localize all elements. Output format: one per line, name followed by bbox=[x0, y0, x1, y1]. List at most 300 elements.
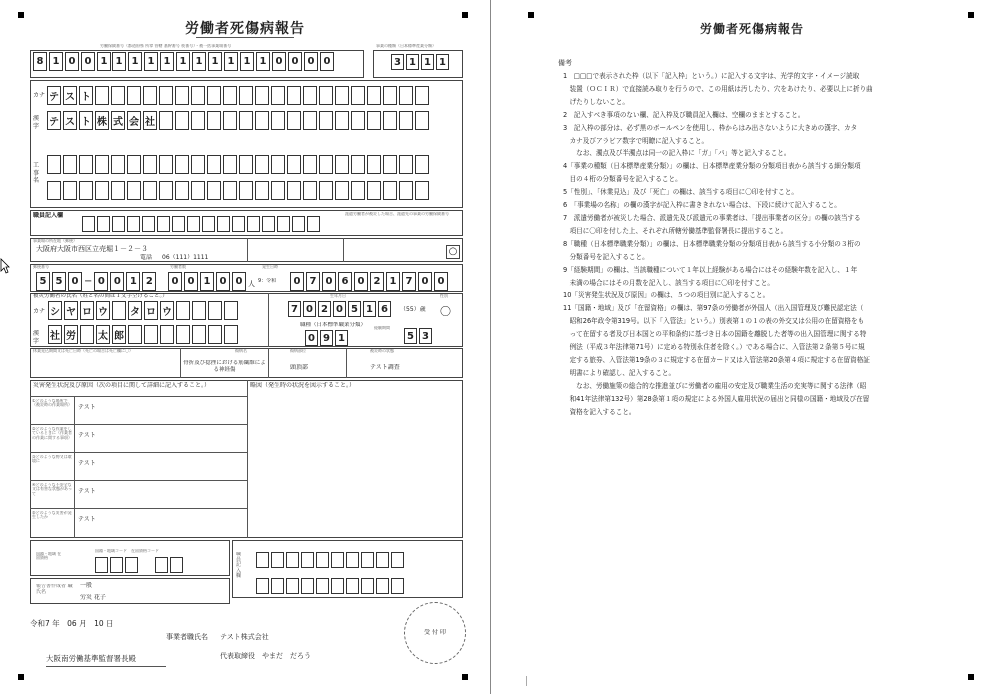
char-cell[interactable] bbox=[112, 301, 126, 320]
char-cell[interactable] bbox=[271, 111, 285, 130]
workers-unit: 人 bbox=[248, 280, 255, 288]
workers-label: 労働者数 bbox=[170, 265, 186, 269]
code-cell[interactable]: 1 bbox=[176, 52, 190, 71]
code-cell[interactable]: 2 bbox=[318, 301, 331, 317]
char-cell[interactable] bbox=[111, 181, 125, 200]
char-cell[interactable] bbox=[207, 155, 221, 174]
char-cell[interactable]: ウ bbox=[160, 301, 174, 320]
code-cell[interactable]: 6 bbox=[338, 272, 352, 291]
char-cell[interactable] bbox=[415, 111, 429, 130]
foreign-label: 国籍・地域 在留資格 bbox=[36, 552, 62, 561]
reception-stamp bbox=[404, 602, 466, 664]
char-cell[interactable] bbox=[301, 578, 314, 594]
notes-list bbox=[563, 70, 973, 418]
char-cell[interactable] bbox=[351, 155, 365, 174]
char-cell[interactable] bbox=[223, 111, 237, 130]
industry-code bbox=[391, 54, 449, 70]
char-cell[interactable] bbox=[367, 86, 381, 105]
code-cell[interactable]: 0 bbox=[434, 272, 448, 291]
code-cell[interactable]: 0 bbox=[333, 301, 346, 317]
char-cell[interactable] bbox=[159, 155, 173, 174]
code-cell[interactable]: 1 bbox=[192, 52, 206, 71]
char-cell[interactable] bbox=[271, 552, 284, 568]
char-cell[interactable] bbox=[335, 181, 349, 200]
char-cell[interactable] bbox=[255, 155, 269, 174]
code-cell[interactable]: 1 bbox=[256, 52, 270, 71]
char-cell[interactable] bbox=[239, 86, 253, 105]
notes-title: 労働者死傷病報告 bbox=[700, 22, 805, 36]
char-cell[interactable] bbox=[399, 86, 413, 105]
code-cell[interactable]: 5 bbox=[404, 328, 417, 344]
char-cell[interactable] bbox=[415, 155, 429, 174]
char-cell[interactable] bbox=[319, 111, 333, 130]
char-cell[interactable] bbox=[175, 181, 189, 200]
postal-label: 郵便番号 bbox=[33, 265, 49, 269]
char-cell[interactable] bbox=[202, 216, 215, 232]
char-cell[interactable] bbox=[319, 86, 333, 105]
char-cell[interactable] bbox=[255, 86, 269, 105]
note-line: 例法（平成３年法律第71号）に定める特別永住者を除く。）である場合に、入管法第２条第５号に規 bbox=[563, 343, 865, 352]
divider bbox=[30, 424, 247, 425]
char-cell[interactable] bbox=[383, 155, 397, 174]
code-cell[interactable]: 0 bbox=[168, 272, 182, 291]
code-cell[interactable]: 0 bbox=[290, 272, 304, 291]
char-cell[interactable] bbox=[247, 216, 260, 232]
note-line: げたりしないこと。 bbox=[563, 97, 629, 106]
code-cell[interactable]: 1 bbox=[406, 54, 419, 70]
code-cell[interactable]: 1 bbox=[386, 272, 400, 291]
registration-mark bbox=[968, 674, 974, 680]
char-cell[interactable] bbox=[287, 181, 301, 200]
date-label: 発生日時 bbox=[262, 265, 278, 269]
char-cell[interactable]: ロ bbox=[80, 301, 94, 320]
char-cell[interactable] bbox=[127, 216, 140, 232]
code-cell[interactable]: 2 bbox=[370, 272, 384, 291]
char-cell[interactable]: シ bbox=[48, 301, 62, 320]
code-cell[interactable]: 1 bbox=[436, 54, 449, 70]
char-cell[interactable] bbox=[187, 216, 200, 232]
code-cell[interactable]: 1 bbox=[240, 52, 254, 71]
char-cell[interactable] bbox=[262, 216, 275, 232]
char-cell[interactable] bbox=[97, 216, 110, 232]
divider bbox=[180, 348, 181, 378]
char-cell[interactable] bbox=[112, 216, 125, 232]
code-cell[interactable]: 7 bbox=[288, 301, 301, 317]
char-cell[interactable] bbox=[144, 325, 158, 344]
char-cell[interactable] bbox=[256, 578, 269, 594]
code-cell[interactable]: 1 bbox=[160, 52, 174, 71]
question-2: ②どのような作業をしているときに（作業者の作業に関する事項） bbox=[32, 427, 72, 440]
char-cell[interactable] bbox=[287, 155, 301, 174]
code-cell[interactable]: 5 bbox=[36, 272, 50, 291]
report-date[interactable]: 令和7 年 06 月 10 日 bbox=[30, 619, 114, 628]
char-cell[interactable] bbox=[217, 216, 230, 232]
char-cell[interactable] bbox=[319, 181, 333, 200]
char-cell[interactable] bbox=[159, 86, 173, 105]
char-cell[interactable] bbox=[128, 325, 142, 344]
char-cell[interactable]: 太 bbox=[96, 325, 110, 344]
char-cell[interactable] bbox=[361, 552, 374, 568]
char-cell[interactable] bbox=[79, 155, 93, 174]
situation-label: 災害発生状況及び原因（次の項目に関して詳細に記入すること。） bbox=[33, 382, 211, 389]
char-cell[interactable] bbox=[335, 155, 349, 174]
note-line: 目の４桁の分類番号を記入すること。 bbox=[563, 175, 682, 184]
char-cell[interactable] bbox=[255, 111, 269, 130]
char-cell[interactable] bbox=[127, 181, 141, 200]
char-cell[interactable] bbox=[95, 181, 109, 200]
char-cell[interactable]: 社 bbox=[48, 325, 62, 344]
char-cell[interactable] bbox=[303, 181, 317, 200]
char-cell[interactable] bbox=[157, 216, 170, 232]
company-kana bbox=[47, 86, 429, 105]
char-cell[interactable] bbox=[335, 86, 349, 105]
note-line: 7 派遣労働者が被災した場合、派遣先及び派遣元の事業者は、「提出事業者の区分」の欄の該当する bbox=[563, 213, 861, 222]
char-cell[interactable] bbox=[415, 86, 429, 105]
code-cell[interactable]: 5 bbox=[348, 301, 361, 317]
char-cell[interactable] bbox=[383, 86, 397, 105]
stamp-label: 受 付 印 bbox=[424, 629, 446, 637]
code-cell[interactable]: 0 bbox=[320, 52, 334, 71]
code-cell[interactable]: 0 bbox=[184, 272, 198, 291]
note-line: なお、濁点及び半濁点は同一の記入枠に「ガ」「パ」等と記入すること。 bbox=[563, 149, 791, 158]
char-cell[interactable]: テ bbox=[47, 86, 61, 105]
char-cell[interactable] bbox=[175, 111, 189, 130]
char-cell[interactable] bbox=[143, 155, 157, 174]
injury-value[interactable]: 骨折及び捻挫における筋繊維による神経傷 bbox=[183, 360, 266, 373]
note-line: 11「国籍・地域」及び「在留資格」の欄は、第97条の労働者が外国人（出入国管理及び難民認定法（ bbox=[563, 304, 864, 313]
answer-3[interactable]: テスト bbox=[78, 460, 96, 467]
staff-entry-label: 職員記入欄 bbox=[33, 212, 64, 219]
char-cell[interactable] bbox=[223, 181, 237, 200]
code-cell[interactable]: 1 bbox=[208, 52, 222, 71]
sex-mark[interactable]: 〇 bbox=[440, 305, 451, 318]
char-cell[interactable] bbox=[79, 181, 93, 200]
code-cell[interactable]: 9 bbox=[320, 330, 333, 346]
company-kanji bbox=[47, 111, 429, 130]
char-cell[interactable]: ス bbox=[63, 86, 77, 105]
char-cell[interactable]: 会 bbox=[127, 111, 141, 130]
prefecture-code bbox=[33, 52, 111, 71]
answer-4[interactable]: テスト bbox=[78, 488, 96, 495]
char-cell[interactable] bbox=[192, 325, 206, 344]
char-cell[interactable] bbox=[287, 86, 301, 105]
code-cell[interactable]: 0 bbox=[94, 272, 108, 291]
char-cell[interactable] bbox=[143, 181, 157, 200]
char-cell[interactable] bbox=[346, 552, 359, 568]
code-cell[interactable]: 7 bbox=[402, 272, 416, 291]
code-cell[interactable]: 0 bbox=[216, 272, 230, 291]
char-cell[interactable] bbox=[367, 181, 381, 200]
note-line: カナ及びアラビア数字で明瞭に記入すること。 bbox=[563, 136, 709, 145]
code-cell[interactable]: 0 bbox=[81, 52, 95, 71]
char-cell[interactable] bbox=[191, 111, 205, 130]
code-cell[interactable]: 1 bbox=[97, 52, 111, 71]
char-cell[interactable] bbox=[127, 155, 141, 174]
company-name-label: 事業者職氏名 bbox=[166, 633, 208, 641]
answer-1[interactable]: テスト bbox=[78, 404, 96, 411]
char-cell[interactable] bbox=[391, 552, 404, 568]
char-cell[interactable] bbox=[367, 155, 381, 174]
char-cell[interactable] bbox=[351, 86, 365, 105]
job-code bbox=[305, 330, 348, 346]
code-cell[interactable]: 1 bbox=[421, 54, 434, 70]
dispatch-number bbox=[82, 216, 320, 232]
char-cell[interactable] bbox=[301, 552, 314, 568]
divider bbox=[247, 380, 248, 538]
char-cell[interactable]: ヤ bbox=[64, 301, 78, 320]
reporter-title[interactable]: 一般 bbox=[80, 582, 93, 589]
note-line: 8「職種（日本標準職業分類）」の欄は、日本標準職業分類の分類項目表から該当する小分類の３桁の bbox=[563, 239, 861, 248]
victim-kana bbox=[48, 301, 238, 320]
char-cell[interactable] bbox=[399, 111, 413, 130]
char-cell[interactable] bbox=[111, 86, 125, 105]
code-cell[interactable]: 7 bbox=[306, 272, 320, 291]
char-cell[interactable] bbox=[316, 552, 329, 568]
char-cell[interactable] bbox=[63, 181, 77, 200]
char-cell[interactable] bbox=[175, 86, 189, 105]
form-title: 労働者死傷病報告 bbox=[185, 21, 305, 37]
char-cell[interactable] bbox=[303, 86, 317, 105]
char-cell[interactable]: 株 bbox=[95, 111, 109, 130]
char-cell[interactable] bbox=[142, 216, 155, 232]
char-cell[interactable] bbox=[307, 216, 320, 232]
char-cell[interactable] bbox=[303, 111, 317, 130]
char-cell[interactable] bbox=[256, 552, 269, 568]
char-cell[interactable] bbox=[271, 155, 285, 174]
char-cell[interactable] bbox=[383, 111, 397, 130]
char-cell[interactable] bbox=[172, 216, 185, 232]
phone-value[interactable]: 06（111）1111 bbox=[162, 254, 209, 261]
note-line: 装置（ＯＣＩＲ）で直接読み取りを行うので、この用紙は汚したり、穴をあけたり、必要以上に折り曲 bbox=[563, 84, 873, 93]
char-cell[interactable]: ロ bbox=[144, 301, 158, 320]
char-cell[interactable]: ウ bbox=[96, 301, 110, 320]
char-cell[interactable] bbox=[192, 301, 206, 320]
note-line: 6 「事業場の名称」の欄の漢字が記入枠に書ききれない場合は、下段に続けて記入すること。 bbox=[563, 201, 841, 210]
code-cell[interactable]: 1 bbox=[128, 52, 142, 71]
construction-row-2 bbox=[47, 181, 429, 200]
kana-label: カナ bbox=[33, 92, 46, 99]
char-cell[interactable]: タ bbox=[128, 301, 142, 320]
char-cell[interactable] bbox=[95, 557, 108, 573]
code-cell[interactable]: 3 bbox=[419, 328, 432, 344]
char-cell[interactable] bbox=[224, 325, 238, 344]
char-cell[interactable] bbox=[286, 552, 299, 568]
code-cell[interactable]: 0 bbox=[272, 52, 286, 71]
code-cell[interactable]: 2 bbox=[142, 272, 156, 291]
char-cell[interactable] bbox=[271, 86, 285, 105]
code-cell[interactable]: 1 bbox=[112, 52, 126, 71]
reporter-label: 報告書作成者 職氏名 bbox=[36, 584, 73, 595]
char-cell[interactable] bbox=[399, 155, 413, 174]
char-cell[interactable] bbox=[223, 86, 237, 105]
char-cell[interactable] bbox=[191, 181, 205, 200]
code-cell[interactable]: 0 bbox=[354, 272, 368, 291]
address-value[interactable]: 大阪府大阪市西区立売堀１－２－３ bbox=[36, 245, 148, 253]
note-line: 未満の場合にはその月数を記入し、該当する項目に〇印を付すこと。 bbox=[563, 278, 774, 287]
code-cell[interactable]: 0 bbox=[68, 272, 82, 291]
residence-code bbox=[155, 557, 183, 573]
code-cell[interactable]: 0 bbox=[288, 52, 302, 71]
char-cell[interactable] bbox=[159, 111, 173, 130]
note-line: 昭和26年政令第319号。以下「入管法」という。）別表第１の１の表の外交又は公用の在留資格をも bbox=[563, 317, 865, 326]
answer-5[interactable]: テスト bbox=[78, 516, 96, 523]
code-cell[interactable]: 6 bbox=[378, 301, 391, 317]
char-cell[interactable] bbox=[155, 557, 168, 573]
char-cell[interactable] bbox=[63, 155, 77, 174]
char-cell[interactable] bbox=[239, 111, 253, 130]
char-cell[interactable]: ス bbox=[63, 111, 77, 130]
char-cell[interactable] bbox=[95, 86, 109, 105]
char-cell[interactable] bbox=[331, 552, 344, 568]
char-cell[interactable] bbox=[47, 181, 61, 200]
char-cell[interactable] bbox=[391, 578, 404, 594]
divider bbox=[30, 452, 247, 453]
foreign-codes-label: 国籍・地域コード 在留資格コード bbox=[95, 549, 159, 553]
char-cell[interactable] bbox=[346, 578, 359, 594]
registration-mark bbox=[528, 12, 534, 18]
divider bbox=[30, 508, 247, 509]
char-cell[interactable]: 郎 bbox=[112, 325, 126, 344]
char-cell[interactable] bbox=[239, 181, 253, 200]
char-cell[interactable] bbox=[331, 578, 344, 594]
char-cell[interactable] bbox=[208, 325, 222, 344]
experience bbox=[404, 328, 432, 344]
char-cell[interactable] bbox=[316, 578, 329, 594]
char-cell[interactable] bbox=[143, 86, 157, 105]
char-cell[interactable] bbox=[224, 301, 238, 320]
char-cell[interactable] bbox=[95, 155, 109, 174]
code-cell[interactable]: 1 bbox=[224, 52, 238, 71]
char-cell[interactable] bbox=[376, 552, 389, 568]
char-cell[interactable] bbox=[367, 111, 381, 130]
code-cell[interactable]: 1 bbox=[335, 330, 348, 346]
code-cell[interactable]: 5 bbox=[52, 272, 66, 291]
char-cell[interactable] bbox=[111, 155, 125, 174]
char-cell[interactable] bbox=[351, 181, 365, 200]
code-cell[interactable]: 1 bbox=[144, 52, 158, 71]
char-cell[interactable]: 労 bbox=[64, 325, 78, 344]
char-cell[interactable] bbox=[255, 181, 269, 200]
industry-kind-label: 事業の種類（日本標準産業分類） bbox=[376, 44, 436, 48]
char-cell[interactable]: 式 bbox=[111, 111, 125, 130]
char-cell[interactable] bbox=[207, 111, 221, 130]
divider bbox=[30, 396, 247, 397]
code-cell[interactable]: 1 bbox=[363, 301, 376, 317]
char-cell[interactable] bbox=[415, 181, 429, 200]
code-cell[interactable]: 8 bbox=[33, 52, 47, 71]
reporter-name[interactable]: 労災 花子 bbox=[80, 594, 106, 601]
char-cell[interactable] bbox=[286, 578, 299, 594]
char-cell[interactable]: ト bbox=[79, 86, 93, 105]
note-line: 資格を記入すること。 bbox=[563, 407, 636, 416]
char-cell[interactable] bbox=[361, 578, 374, 594]
char-cell[interactable] bbox=[80, 325, 94, 344]
era-label: 9：令和 bbox=[258, 278, 277, 284]
char-cell[interactable]: ト bbox=[79, 111, 93, 130]
answer-2[interactable]: テスト bbox=[78, 432, 96, 439]
char-cell[interactable] bbox=[376, 578, 389, 594]
char-cell[interactable] bbox=[191, 86, 205, 105]
company-name[interactable]: テスト株式会社 bbox=[220, 633, 269, 641]
question-4: ④どのような不安全な又は有害な状態があって bbox=[32, 483, 72, 496]
postal-code: 5 5 0 − 0 0 1 2 bbox=[36, 272, 156, 291]
code-cell[interactable]: 0 bbox=[110, 272, 124, 291]
char-cell[interactable] bbox=[399, 181, 413, 200]
kanji-label: 漢字 bbox=[33, 330, 40, 345]
char-cell[interactable] bbox=[82, 216, 95, 232]
char-cell[interactable] bbox=[239, 155, 253, 174]
char-cell[interactable]: 社 bbox=[143, 111, 157, 130]
staff-label: 職員記入欄 bbox=[236, 552, 242, 579]
char-cell[interactable] bbox=[319, 155, 333, 174]
char-cell[interactable] bbox=[110, 557, 123, 573]
job-label: 職種（日本標準職業分類） bbox=[300, 322, 367, 328]
question-5: ⑤どのような災害が発生したか bbox=[32, 511, 72, 520]
part-value[interactable]: 頭頂部 bbox=[290, 364, 309, 371]
code-cell[interactable]: 1 bbox=[126, 272, 140, 291]
char-cell[interactable] bbox=[303, 155, 317, 174]
char-cell[interactable] bbox=[207, 86, 221, 105]
occurrence-date bbox=[290, 272, 448, 291]
char-cell[interactable] bbox=[127, 86, 141, 105]
char-cell[interactable] bbox=[170, 557, 183, 573]
page-divider bbox=[490, 0, 491, 694]
cause-value[interactable]: テスト調査 bbox=[370, 364, 400, 371]
char-cell[interactable] bbox=[207, 181, 221, 200]
code-cell[interactable]: 0 bbox=[305, 330, 318, 346]
char-cell[interactable]: テ bbox=[47, 111, 61, 130]
note-line: 9「経験期間」の欄は、当該職種について１年以上経験がある場合にはその経験年数を記入し、１年 bbox=[563, 265, 858, 274]
char-cell[interactable] bbox=[232, 216, 245, 232]
char-cell[interactable] bbox=[160, 325, 174, 344]
char-cell[interactable] bbox=[208, 301, 222, 320]
code-cell[interactable]: 1 bbox=[49, 52, 63, 71]
char-cell[interactable] bbox=[223, 155, 237, 174]
note-line: 明書により確認し、記入すること。 bbox=[563, 368, 676, 377]
note-line: 10「災害発生状況及び原因」の欄は、５つの項目別に記入すること。 bbox=[563, 291, 770, 300]
code-cell[interactable]: 0 bbox=[232, 272, 246, 291]
addressee-underline bbox=[46, 666, 166, 667]
char-cell[interactable] bbox=[383, 181, 397, 200]
char-cell[interactable] bbox=[159, 181, 173, 200]
char-cell[interactable] bbox=[176, 301, 190, 320]
char-cell[interactable] bbox=[351, 111, 365, 130]
char-cell[interactable] bbox=[277, 216, 290, 232]
char-cell[interactable] bbox=[271, 578, 284, 594]
code-cell[interactable]: 0 bbox=[418, 272, 432, 291]
code-cell[interactable]: 1 bbox=[200, 272, 214, 291]
char-cell[interactable] bbox=[191, 155, 205, 174]
code-cell[interactable]: 0 bbox=[303, 301, 316, 317]
char-cell[interactable] bbox=[287, 111, 301, 130]
code-cell[interactable]: 0 bbox=[322, 272, 336, 291]
note-line: なお、労働施策の総合的な推進並びに労働者の雇用の安定及び職業生活の充実等に関する法律（昭 bbox=[563, 381, 867, 390]
char-cell[interactable] bbox=[175, 155, 189, 174]
age-value[interactable]: （55）歳 bbox=[400, 306, 426, 313]
char-cell[interactable] bbox=[47, 155, 61, 174]
code-cell[interactable]: 3 bbox=[391, 54, 404, 70]
representative[interactable]: 代表取締役 やまだ だろう bbox=[220, 652, 311, 660]
char-cell[interactable] bbox=[176, 325, 190, 344]
birth-date bbox=[288, 301, 391, 317]
code-cell[interactable]: 0 bbox=[304, 52, 318, 71]
code-cell[interactable]: 0 bbox=[65, 52, 79, 71]
char-cell[interactable] bbox=[292, 216, 305, 232]
char-cell[interactable] bbox=[271, 181, 285, 200]
char-cell[interactable] bbox=[125, 557, 138, 573]
note-line: 和41年法律第132号）第28条第１項の規定による外国人雇用状況の届出と同様の国籍・地域及び在留 bbox=[563, 394, 870, 403]
char-cell[interactable] bbox=[335, 111, 349, 130]
